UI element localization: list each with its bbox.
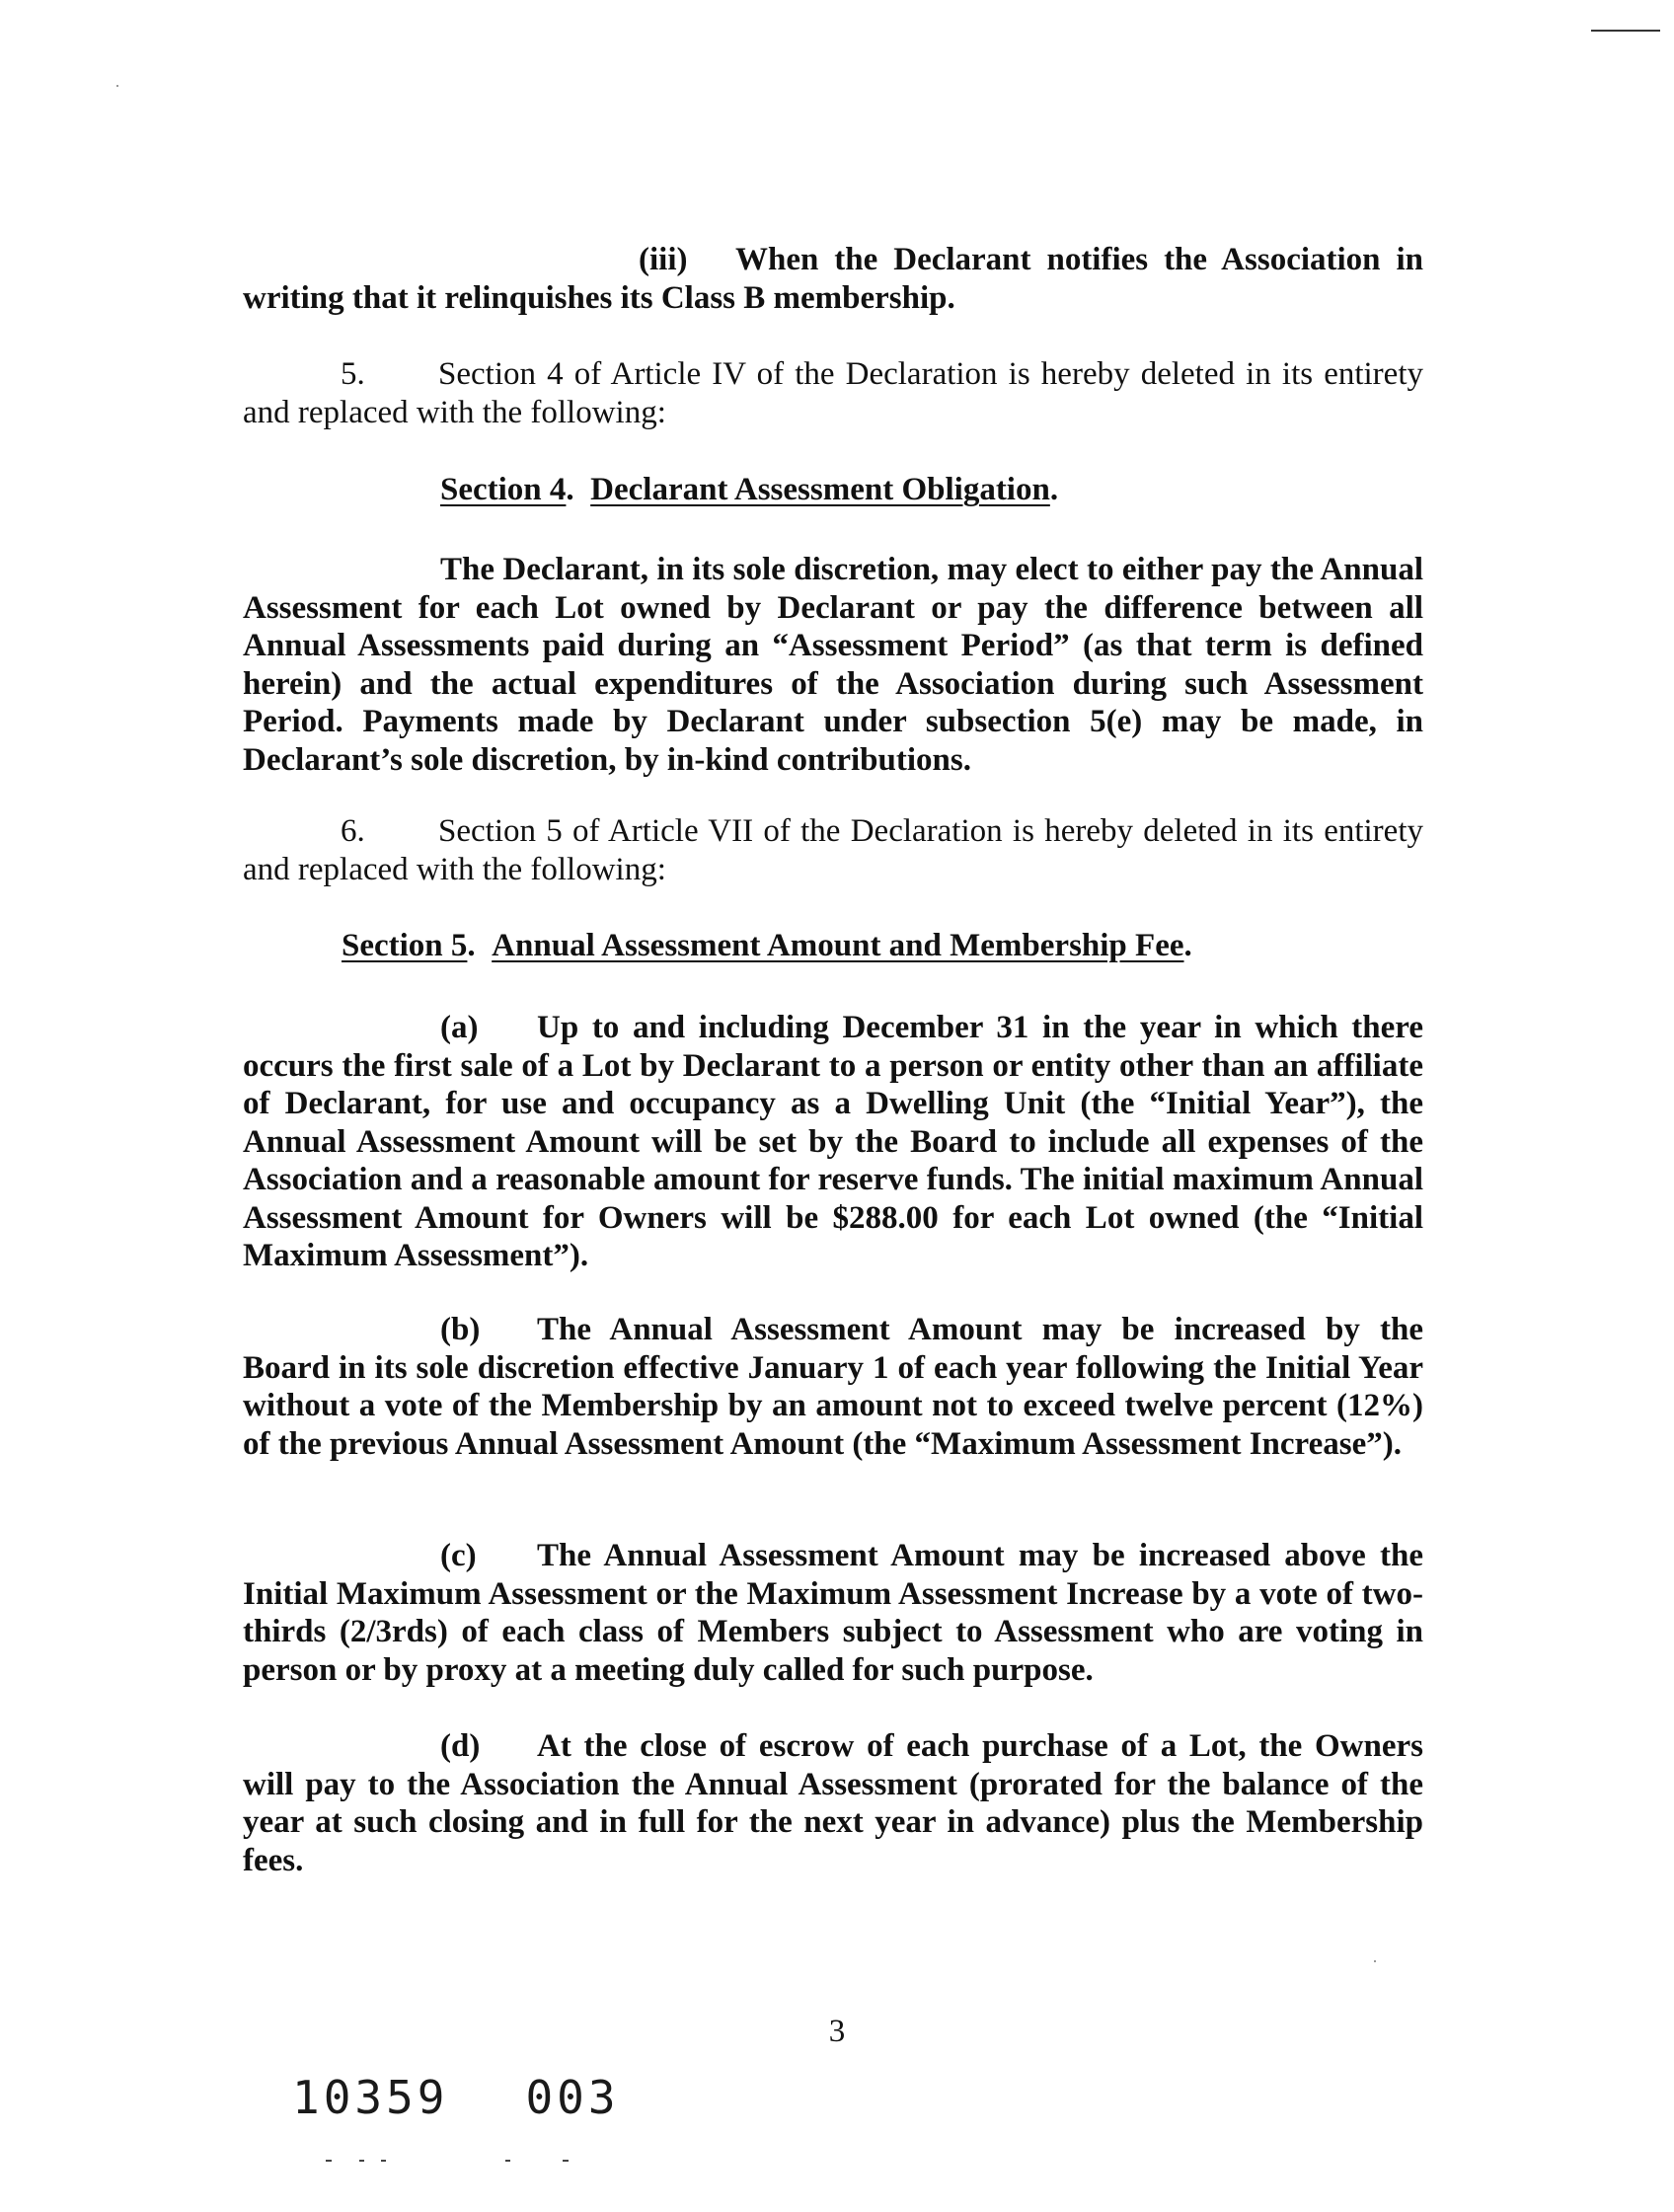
page-number: 3	[828, 2014, 846, 2049]
stamp-right: 003	[525, 2071, 620, 2124]
section-4-label: Section 4	[440, 472, 567, 507]
section-5-heading: Section 5. Annual Assessment Amount and Membership Fee.	[342, 928, 1192, 963]
section-5-subsection-d	[243, 1727, 1423, 1879]
subsection-b-text: The Annual Assessment Amount may be increased by the Board in its sole discretion effective January 1 of each year following the Initial Year without a vote of the Membership by an amount not to exceed twelve percent (12%) of the previous Annual Assessment Amount (the “Maximum Assessment Increase”).	[243, 1312, 1423, 1462]
paragraph-6-text: Section 5 of Article VII of the Declaration is hereby deleted in its entirety and replaced with the following:	[243, 813, 1423, 887]
paragraph-5-number: 5.	[341, 356, 365, 392]
section-4-heading: Section 4. Declarant Assessment Obligation.	[440, 472, 1059, 507]
paragraph-5	[243, 355, 1423, 431]
paragraph-5-text: Section 4 of Article IV of the Declaration is hereby deleted in its entirety and replaced with the following:	[243, 356, 1423, 430]
stamp-mark	[326, 2160, 332, 2162]
subsection-d-label: (d)	[440, 1728, 481, 1764]
subsection-c-label: (c)	[440, 1538, 477, 1573]
section-5-subsection-a	[243, 1009, 1423, 1275]
paragraph-iii-text: When the Declarant notifies the Association in writing that it relinquishes its Class B membership.	[243, 242, 1423, 316]
subsection-a-label: (a)	[440, 1010, 479, 1045]
paragraph-6-number: 6.	[341, 813, 365, 849]
stamp-mark	[359, 2160, 364, 2162]
document-stamp	[292, 2071, 620, 2124]
section-4-body: The Declarant, in its sole discretion, may elect to either pay the Annual Assessment for each Lot owned by Declarant or pay the difference between all Annual Assessments paid during an “Assessment Period” (as that term is defined herein) and the actual expenditures of the Association during such Assessment Period. Payments made by Declarant under subsection 5(e) may be made, in Declarant’s sole discretion, by in-kind contributions.	[243, 552, 1423, 778]
subsection-d-text: At the close of escrow of each purchase of a Lot, the Owners will pay to the Association the Annual Assessment (prorated for the balance of the year at such closing and in full for the next year in advance) plus the Membership fees.	[243, 1728, 1423, 1878]
paragraph-6	[243, 812, 1423, 888]
stamp-mark	[505, 2160, 510, 2162]
section-4-title: Declarant Assessment Obligation	[590, 472, 1050, 507]
stamp-mark	[381, 2160, 386, 2162]
section-5-subsection-c	[243, 1537, 1423, 1689]
section-5-subsection-b	[243, 1311, 1423, 1463]
corner-rule	[1591, 30, 1660, 32]
section-5-title: Annual Assessment Amount and Membership Fee	[492, 928, 1184, 963]
subsection-b-label: (b)	[440, 1312, 481, 1347]
section-5-label: Section 5	[342, 928, 468, 963]
scan-speck	[116, 85, 118, 87]
paragraph-iii	[243, 241, 1423, 317]
scan-speck	[1374, 1960, 1376, 1962]
subsection-c-text: The Annual Assessment Amount may be increased above the Initial Maximum Assessment or the Maximum Assessment Increase by a vote of two-thirds (2/3rds) of each class of Members subject to Assessment who are voting in person or by proxy at a meeting duly called for such purpose.	[243, 1538, 1423, 1688]
stamp-mark	[563, 2160, 569, 2162]
stamp-left: 10359	[292, 2071, 449, 2124]
subsection-a-text: Up to and including December 31 in the year in which there occurs the first sale of a Lot by Declarant to a person or entity other than an affiliate of Declarant, for use and occupancy as a Dwelling Unit (the “Initial Year”), the Annual Assessment Amount will be set by the Board to include all expenses of the Association and a reasonable amount for reserve funds. The initial maximum Annual Assessment Amount for Owners will be $288.00 for each Lot owned (the “Initial Maximum Assessment”).	[243, 1010, 1423, 1273]
paragraph-iii-label: (iii)	[639, 242, 688, 277]
